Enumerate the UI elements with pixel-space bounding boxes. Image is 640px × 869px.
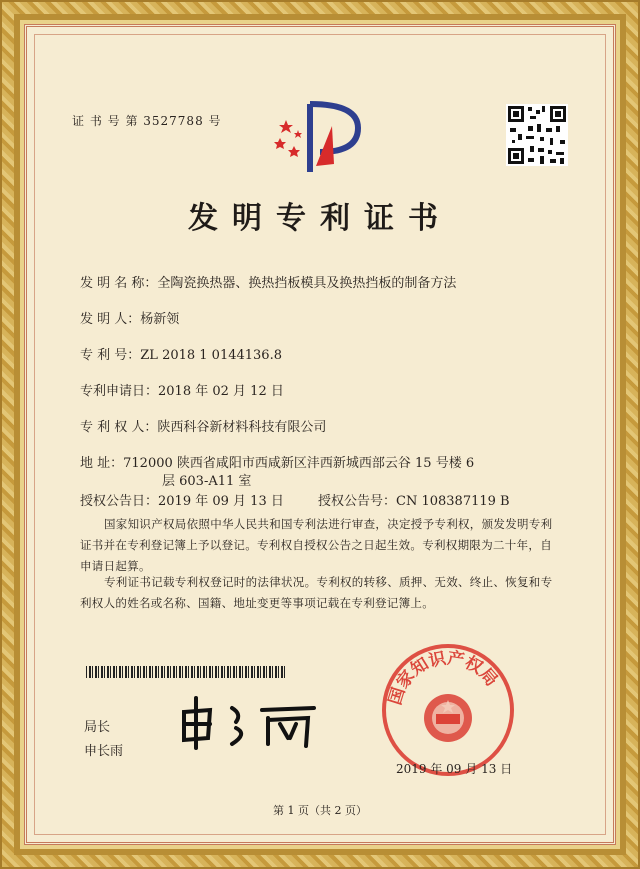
grant-paragraph-line: 证书并在专利登记簿上予以登记。专利权自授权公告之日起生效。专利权期限为二十年，自 xyxy=(80,538,552,552)
announce-date: 2019 年 09 月 13 日 xyxy=(158,494,284,509)
patent-number-row xyxy=(80,344,282,363)
seal-date: 2019 年 09 月 13 日 xyxy=(396,762,513,776)
legal-status-paragraph xyxy=(80,572,558,614)
director-name: 申长雨 xyxy=(84,744,124,759)
patentee: 陕西科谷新材料科技有限公司 xyxy=(157,420,327,435)
inventor-label: 发 明 人： xyxy=(80,312,141,327)
announce-number-label: 授权公告号： xyxy=(318,494,397,509)
invention-name-row xyxy=(80,272,456,291)
invention-name-label: 发 明 名 称： xyxy=(80,276,158,291)
certificate-title: 发明专利证书 xyxy=(188,201,452,236)
address-line-2: 层 603-A11 室 xyxy=(162,474,252,489)
barcode-icon xyxy=(86,666,286,678)
inventor-row xyxy=(80,308,179,327)
qr-code-icon xyxy=(506,104,568,166)
grant-paragraph-line: 国家知识产权局依照中华人民共和国专利法进行审查，决定授予专利权，颁发发明专利 xyxy=(104,517,553,531)
official-seal-icon xyxy=(378,640,518,780)
grant-paragraph xyxy=(80,514,558,577)
patent-number: ZL 2018 1 0144136.8 xyxy=(140,348,282,363)
inventor: 杨新领 xyxy=(140,312,180,327)
address-label: 地 址： xyxy=(80,456,124,471)
address-row xyxy=(80,452,474,471)
patent-number-label: 专 利 号： xyxy=(80,348,141,363)
director-title: 局长 xyxy=(84,720,111,735)
announce-date-label: 授权公告日： xyxy=(80,494,159,509)
announce-number-row xyxy=(318,490,510,509)
legal-status-line: 利权人的姓名或名称、国籍、地址变更等事项记载在专利登记簿上。 xyxy=(80,596,434,610)
announce-date-row xyxy=(80,490,284,509)
seal-text: 国家知识产权局 xyxy=(385,648,502,708)
patent-office-logo-icon xyxy=(272,96,372,178)
patentee-label: 专 利 权 人： xyxy=(80,420,158,435)
legal-status-line: 专利证书记载专利权登记时的法律状况。专利权的转移、质押、无效、终止、恢复和专 xyxy=(104,575,553,589)
certificate-number: 证 书 号 第 3527788 号 xyxy=(72,114,222,128)
patentee-row xyxy=(80,416,326,435)
page-footer: 第 1 页（共 2 页） xyxy=(273,804,367,817)
invention-name: 全陶瓷换热器、换热挡板模具及换热挡板的制备方法 xyxy=(157,276,457,291)
announce-number: CN 108387119 B xyxy=(396,494,510,509)
grant-paragraph-line: 申请日起算。 xyxy=(80,559,151,573)
address-line-1: 712000 陕西省咸阳市西咸新区沣西新城西部云谷 15 号楼 6 xyxy=(123,456,475,471)
filing-date-row xyxy=(80,380,284,399)
signature-icon xyxy=(176,694,326,750)
filing-date-label: 专利申请日： xyxy=(80,384,159,399)
filing-date: 2018 年 02 月 12 日 xyxy=(158,384,284,399)
